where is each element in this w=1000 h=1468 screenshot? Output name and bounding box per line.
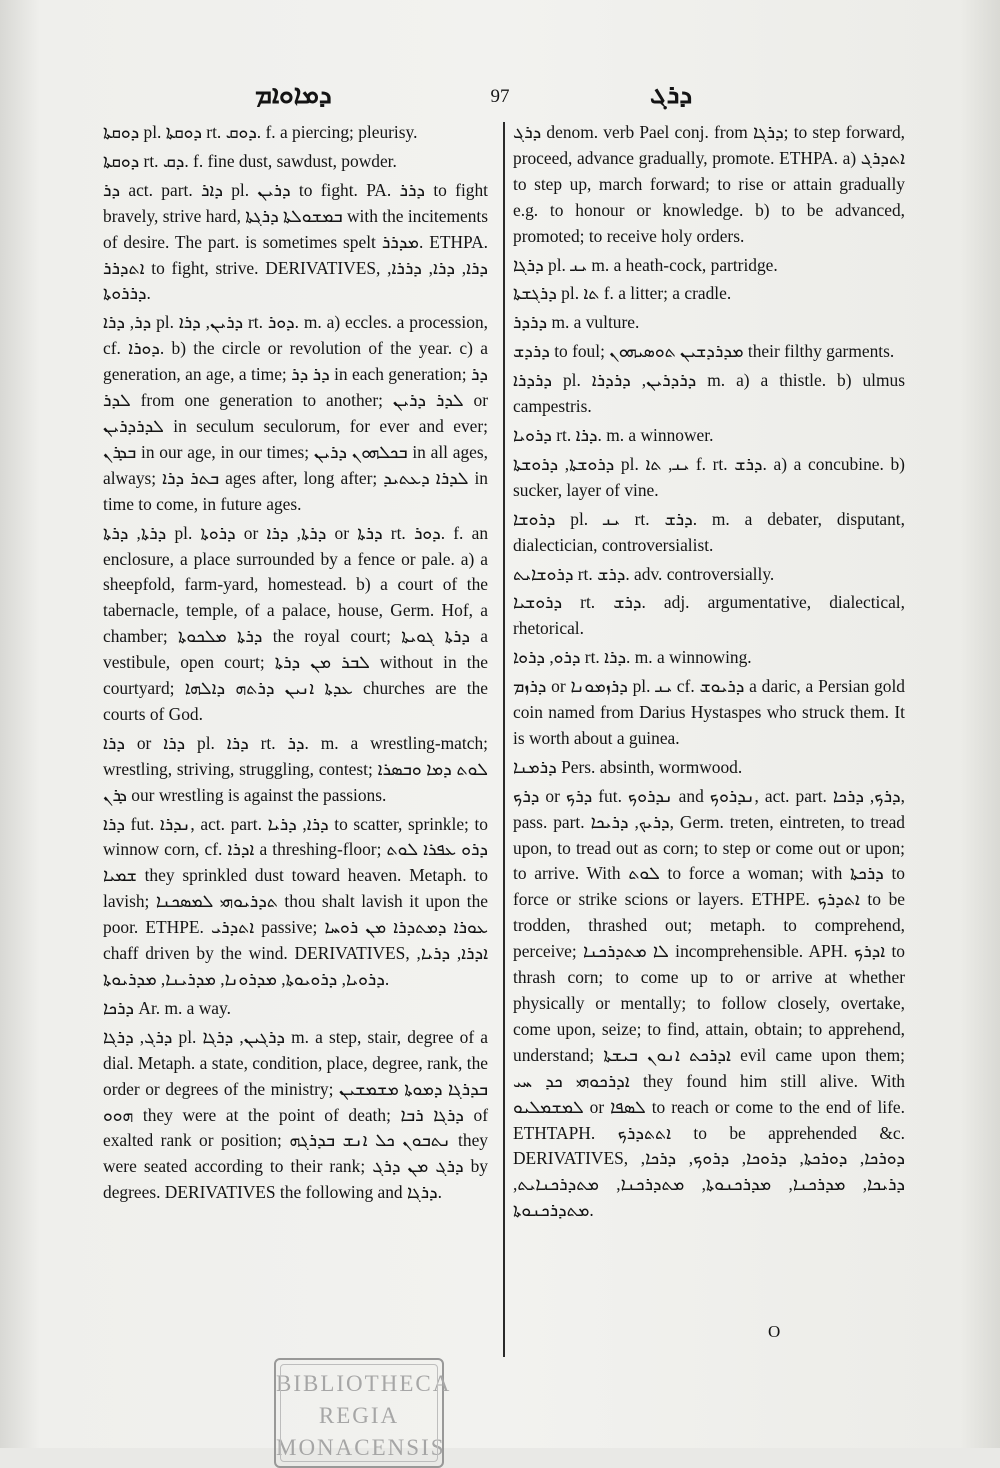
dictionary-entry: ܕܪܕܪܐ pl. ܕܪܕܪܝܢ, ܕܪܕܪܐ m. a) a thistle. b) ulmus campestris. xyxy=(513,370,906,417)
dictionary-entry: ܕܪܡܢܐ Pers. absinth, wormwood. xyxy=(513,756,743,777)
header-left-word: ܕܡܐܘܐܡ xyxy=(255,80,332,110)
library-stamp xyxy=(274,1358,452,1468)
dictionary-entry: ܕܪ, ܕܪܐ pl. ܕܪܝܢ, ܕܪܐ rt. ܕܘܪ. m. a) eccles. a procession, cf. ܕܘܪܐ. b) the circle or revolution of the year. c) a generation, an age, a time; ܕܪ ܕܪ in each generation; ܕܪ ܠܕܪ from one generation to another; ܠܕܪ ܕܪܝܢ or ܠܕܪܕܪܝܢ in seculum seculorum, for ever and ever; ܒܕܪܢ in our age, in our times; ܒܟܠܗܘܢ ܕܪܝܢ in all ages, always; ܒܬܪ ܕܪܐ ages after, long after; ܠܕܪܐ ܕܥܬܝܕ in time to come, in future ages. xyxy=(103,312,489,514)
stamp-line: MONACENSIS xyxy=(276,1435,446,1460)
dictionary-entry: ܕܪܬܐ, ܕܪܬܐ pl. ܕܪܘܬܐ or ܕܪܬܐ, ܕܪܐ or ܕܪܬܐ rt. ܕܘܪ. f. an enclosure, a place surrounded by a fence or pale. a) a sheepfold, farm-yard, homestead. b) a court of the tabernacle, temple, of a palace, house, Germ. Hof, a chamber; ܕܪܬܐ ܡܠܟܘܬܐ the royal court; ܕܪܬܐ ܓܘܝܬܐ a vestibule, open court; ܠܒܪ ܡܢ ܕܪܬܐ without in the courtyard; ܥܕܬܐ ܐܢܝܢ ܕܪܬܗ ܕܐܠܗܐ churches are the courts of God. xyxy=(103,522,489,724)
dictionary-entry: ܕܪܙܡ or ܕܪܙܡܘܢܐ pl. ܝܢ‍ cf. ܕܪܝܘܫ a daric, a Persian gold coin named from Darius Hystaspes who struck them. It is worth about a guinea. xyxy=(513,676,905,748)
dictionary-entry: ܕܪܕܪ m. a vulture. xyxy=(513,312,640,333)
signature-mark: O xyxy=(768,1322,781,1341)
dictionary-entry: ܕܪܘܫܐ pl. ܝܢ‍ rt. ܕܪܫ. m. a debater, disputant, dialectician, controversialist. xyxy=(513,508,905,555)
dictionary-entry: ܕܪܘܫܬܐ, ܕܪܘܫܬܐ pl. ܝܢ‍, ܬܐ‍ f. rt. ܕܪܫ. a) a concubine. b) sucker, layer of vine. xyxy=(513,453,905,500)
dictionary-entry: ܕܪܕܫ to foul; ܡܕܪܕܫܝܢ ܬܘܣܝܗܘܢ their filthy garments. xyxy=(513,341,895,362)
dictionary-entry: ܕܪܐ or ܕܪܐ pl. ܕܪܐ rt. ܕܪ. m. a wrestling-match; wrestling, striving, struggling, contest; ܠܘܬ ܕܡܐ ܘܒܣܪܐ ܕܪܢ our wrestling is against the passions. xyxy=(103,732,488,805)
dictionary-entry: ܕܪܓܫܬܐ pl. ܬܐ‍ f. a litter; a cradle. xyxy=(513,283,732,304)
dictionary-entry: ܕܪܐ fut. ܢܕܪܐ, act. part. ܕܪܐ, ܕܪܝܐ to scatter, sprinkle; to winnow corn, cf. ܐܕܪܐ a threshing-floor; ܕܪܘ ܥܦܪܐ ܠܘܬ ܫܡܝܐ they sprinkled dust toward heaven. Metaph. to lavish; ܬܕܪܝܘܗܝ ܠܡܣܟܢܐ thou shalt lavish it upon the poor. ETHPE. ܐܬܕܪܝ passive; ܥܘܪܐ ܕܡܬܕܪܐ ܡܢ ܪܘܚܐ chaff driven by the wind. DERIVATIVES, ܐܕܪܐ, ܕܪܝܐ, ܕܪܘܝܐ, ܕܪܘܝܘܬܐ, ܡܕܪܘܢܐ, ܡܕܪܝܢܐ, ܡܕܪܝܘܬܐ. xyxy=(103,813,488,989)
dictionary-entry: ܕܪܓܐ pl. ܝܢ‍ m. a heath-cock, partridge. xyxy=(513,254,778,275)
left-column xyxy=(103,120,488,1209)
right-column xyxy=(513,120,905,1227)
dictionary-entry: ܕܘܩܬܐ rt. ܕܩ. f. fine dust, sawdust, powder. xyxy=(103,150,397,171)
dictionary-entry: ܕܘܩܬܐ pl. ܕܘܩܬܐ rt. ܕܘܩ. f. a piercing; pleurisy. xyxy=(103,122,418,142)
stamp-line: BIBLIOTHECA xyxy=(276,1371,452,1396)
dictionary-entry: ܕܪܓ, ܕܪܓܐ pl. ܕܪܓܝܢ, ܕܪܓܐ m. a step, stair, degree of a dial. Metaph. a state, condition, place, degree, rank, the order or degrees of the ministry; ܒܕܪܓܐ ܕܡܘܬܐ ܡܫܡܫܝܢ ܗܘܘ they were at the point of death; ܕܪܓܐ ܪܒܐ of exalted rank or position; ܢܬܒܘܢ ܟܠ ܐܢܫ ܒܕܪܓܗ they were seated according to their rank; ܕܪܓ ܡܢ ܕܪܓ by degrees. DERIVATIVES the following and ܕܪܓܐ. xyxy=(103,1026,488,1203)
dictionary-entry: ܕܪܓ denom. verb Pael conj. from ܕܪܓܐ; to step forward, proceed, advance gradually, promote. ETHPA. a) ܐܬܕܪܓ to step up, march forward; to rise or attain gradually e.g. to honour or knowledge. b) to be advanced, promoted; to receive holy orders. xyxy=(513,122,905,246)
dictionary-entry: ܕܪܘ, ܕܪܘܐ rt. ܕܪܐ. m. a winnowing. xyxy=(513,647,752,668)
dictionary-entry: ܕܪ act. part. ܕܐܪ pl. ܕܪܝܢ to fight. PA. ܕܪܪ to fight bravely, strive hard, ܒܡܫܘܠܬܐ ܕܪܓܬܐ with the incitements of desire. The part. is sometimes spelt ܡܕܪܪ. ETHPA. ܐܬܕܪܪ to fight, strive. DERIVATIVES, ܕܪܐ, ܕܪܐ, ܕܪܪܐ, ܕܪܪܘܬܐ. xyxy=(103,179,489,304)
stamp-line: REGIA xyxy=(318,1403,400,1428)
dictionary-entry: ܕܪܘܫܐܝܬ rt. ܕܪܫ. adv. controversially. xyxy=(513,563,775,584)
dictionary-entry: ܕܪܘܫܝܐ rt. ܕܪܫ. adj. argumentative, dialectical, rhetorical. xyxy=(513,592,905,639)
dictionary-entry: ܕܪܟ or ܕܪܟ fut. ܢܕܪܘܟ and ܢܕܪܘܟ, act. part. ܕܪܟ, ܕܪܟܐ, pass. part. ܕܪܝܟ, ܕܪܝܟܐ, Germ. treten, eintreten, to tread upon, to tread out as corn; to step or come out or upon; to arrive. With ܠܘܬ to force a woman; with ܕܪܟܬܐ to force or strike scions or layers. ETHPE. ܐܬܕܪܟ to be trodden, thrashed out; metaph. to comprehend, perceive; ܠܐ ܡܬܕܪܟܢܐ incomprehensible. APH. ܐܕܪܟ to thrash corn; to come up to or arrive at whether physically or mentally; to follow closely, overtake, come upon, seize; to find, attain, obtain; to apprehend, understand; ܐܕܪܟܬ ܐܢܘܢ ܒܝܫܬܐ evil came upon them; ܐܕܪܟܘܗܝ ܟܕ ܚܝ they found him still alive. With ܠܡܫܡܠܝܘ or ܠܣܦܐ to reach or come to the end of life. ETHTAPH. ܐܬܬܕܪܟ to be apprehended &c. DERIVATIVES, ܕܘܪܟܐ, ܕܘܪܟܬܐ, ܕܪܘܟܐ, ܕܪܘܟ, ܕܪܟܐ, ܕܪܝܟܐ, ܡܕܪܟܢܐ, ܡܕܪܟܢܘܬܐ, ܡܬܕܪܟܢܐ, ܡܬܕܪܟܢܐܝܬ, ܡܬܕܪܟܢܘܬܐ. xyxy=(513,785,906,1221)
header-right-word: ܕܪܓ xyxy=(650,80,693,110)
page-number: 97 xyxy=(490,86,510,107)
dictionary-entry: ܕܪܘܝܐ rt. ܕܪܐ. m. a winnower. xyxy=(513,424,714,445)
page-header xyxy=(0,80,1000,120)
column-divider xyxy=(503,122,505,1357)
dictionary-entry: ܕܪܟܐ Ar. m. a way. xyxy=(103,997,231,1018)
